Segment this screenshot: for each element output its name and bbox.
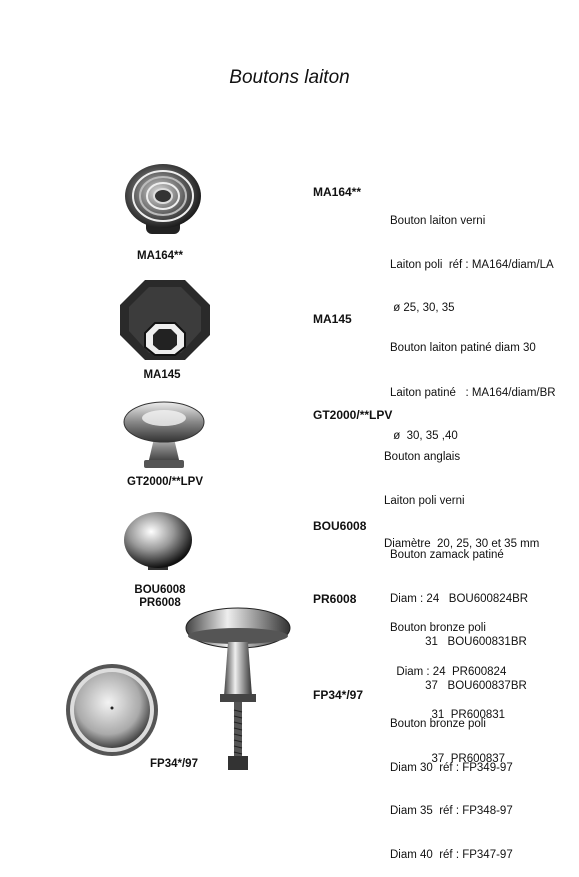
description-line: ø 25, 30, 35 bbox=[390, 302, 455, 314]
knob-ma164-image bbox=[118, 160, 208, 240]
description-line: Diam 30 réf : FP349-97 bbox=[390, 761, 513, 774]
description-line: Bouton laiton verni bbox=[390, 215, 486, 227]
description-line: 37 PR600837 bbox=[390, 752, 506, 765]
knob-bou6008-image bbox=[120, 510, 195, 575]
description-line: 37 BOU600837BR bbox=[390, 679, 527, 692]
description-line: Bouton laiton patiné diam 30 bbox=[390, 342, 536, 354]
description-line: 31 PR600831 bbox=[390, 709, 506, 721]
image-label-ma164: MA164** bbox=[136, 250, 184, 262]
description-line: Diam 40 réf : FP347-97 bbox=[390, 848, 513, 861]
product-code-bou6008: BOU6008 bbox=[313, 519, 367, 533]
description-line: Diam : 24 BOU600824BR bbox=[390, 592, 529, 605]
image-label-bou6008: BOU6008 PR6008 bbox=[134, 584, 186, 609]
description-line: Laiton poli verni bbox=[384, 494, 465, 507]
description-line: Bouton anglais bbox=[384, 451, 461, 463]
description-line: ø 30, 35 ,40 bbox=[390, 430, 458, 442]
description-line: Bouton bronze poli bbox=[390, 622, 486, 634]
image-label-fp34: FP34*/97 bbox=[150, 758, 198, 770]
description-line: Diam : 24 PR600824 bbox=[390, 665, 507, 678]
description-line: Bouton bronze poli bbox=[390, 718, 486, 730]
description-line: Diamètre 20, 25, 30 et 35 mm bbox=[384, 538, 540, 550]
knob-gt2000-image bbox=[118, 400, 213, 470]
page-title: Boutons laiton bbox=[229, 67, 350, 88]
product-code-ma145: MA145 bbox=[313, 312, 352, 326]
description-line: Diam 35 réf : FP348-97 bbox=[390, 805, 513, 817]
description-line: 31 BOU600831BR bbox=[390, 636, 527, 648]
product-code-gt2000: GT2000/**LPV bbox=[313, 408, 393, 422]
product-code-ma164: MA164** bbox=[313, 185, 362, 199]
product-description-ma145 bbox=[390, 312, 536, 370]
knob-fp34-front-image bbox=[62, 660, 162, 760]
product-code-pr6008: PR6008 bbox=[313, 592, 357, 606]
image-label-gt2000: GT2000/**LPV bbox=[126, 476, 204, 488]
product-description-fp34 bbox=[390, 688, 513, 877]
description-line: Bouton zamack patiné bbox=[390, 549, 504, 561]
knob-ma145-image bbox=[115, 275, 215, 365]
image-label-ma145: MA145 bbox=[143, 369, 181, 381]
product-code-fp34: FP34*/97 bbox=[313, 688, 364, 702]
description-line: Laiton poli réf : MA164/diam/LA bbox=[390, 258, 554, 271]
description-line: Laiton patiné : MA164/diam/BR bbox=[390, 386, 556, 399]
